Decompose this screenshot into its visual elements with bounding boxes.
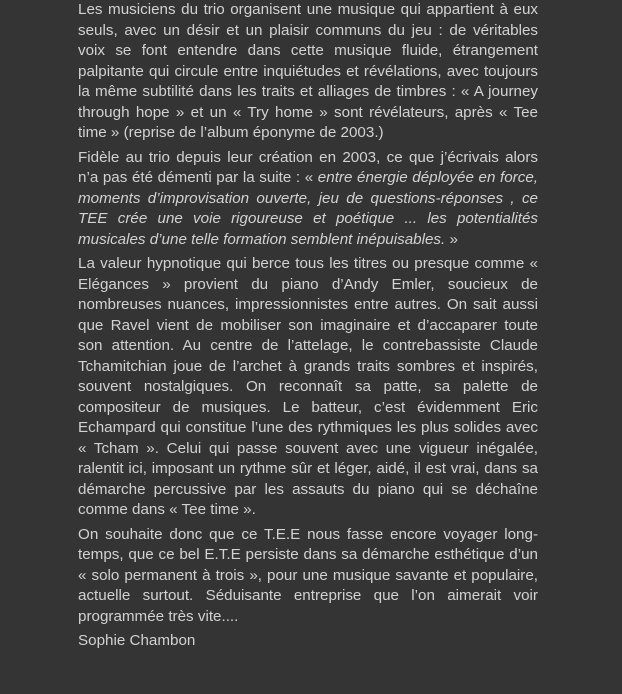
paragraph-text: Les musiciens du trio organisent une musique qui appartient à eux seuls, avec un désir et un plaisir communs du jeu : de véritables voix se font entendre dans cette musique fluide, étrangement palpitante qui circule entre inquiétudes et révélations, avec toujours la même subtilité dans les traits et alliages de timbres : « A journey through hope » et un « Try home » sont révélateurs, après « Tee time » (reprise de l’album éponyme de 2003.) <box>78 1 538 141</box>
paragraph-musicians <box>78 254 538 521</box>
paragraph-text: » <box>445 230 458 248</box>
author-signature: Sophie Chambon <box>78 632 196 649</box>
paragraph-text: La valeur hypnotique qui berce tous les titres ou presque comme « Elégances » provient du piano d’Andy Emler, soucieux de nombreuses nuances, impressionnistes entre autres. On sait aussi que Ravel vient de mobiliser son imaginaire et d’accaparer toute son attention. Au centre de l’attelage, le contrebassiste Claude Tchamitchian joue de l’archet à grands traits sombres et inspirés, souvent nostalgiques. On reconnaît sa patte, sa palette de compositeur de musiques. Le batteur, c’est évidemment Eric Echampard qui constitue l’une des rythmiques les plus solides avec « Tcham ». Celui qui passe souvent avec une vigueur inégalée, ralentit ici, imposant un rythme sûr et léger, aidé, il est vrai, dans sa démarche percussive par les assauts du piano qui se déchaîne comme dans « Tee time ». <box>78 255 538 518</box>
quoted-review: entre énergie déployée en force, moments d’improvisation ouverte, jeu de questions-réponses , ce TEE crée une voie rigoureuse et poétique ... les potentialités musicales d’une telle formation semblent inépuisables. <box>78 169 538 248</box>
article-body <box>78 0 538 652</box>
paragraph-text: On souhaite donc que ce T.E.E nous fasse encore voyager longtemps, que ce bel E.T.E persiste dans sa démarche esthétique d’un « solo permanent à trois », pour une musique savante et populaire, actuelle surtout. Séduisante entreprise que l’on aimerait voir programmée très vite.... <box>78 525 538 625</box>
paragraph-text: Fidèle au trio depuis leur création en 2003, ce que j’écrivais alors n’a pas été démenti par la suite : « <box>78 148 538 186</box>
paragraph-conclusion <box>78 525 538 628</box>
paragraph-quote <box>78 148 538 251</box>
paragraph-intro <box>78 0 538 144</box>
